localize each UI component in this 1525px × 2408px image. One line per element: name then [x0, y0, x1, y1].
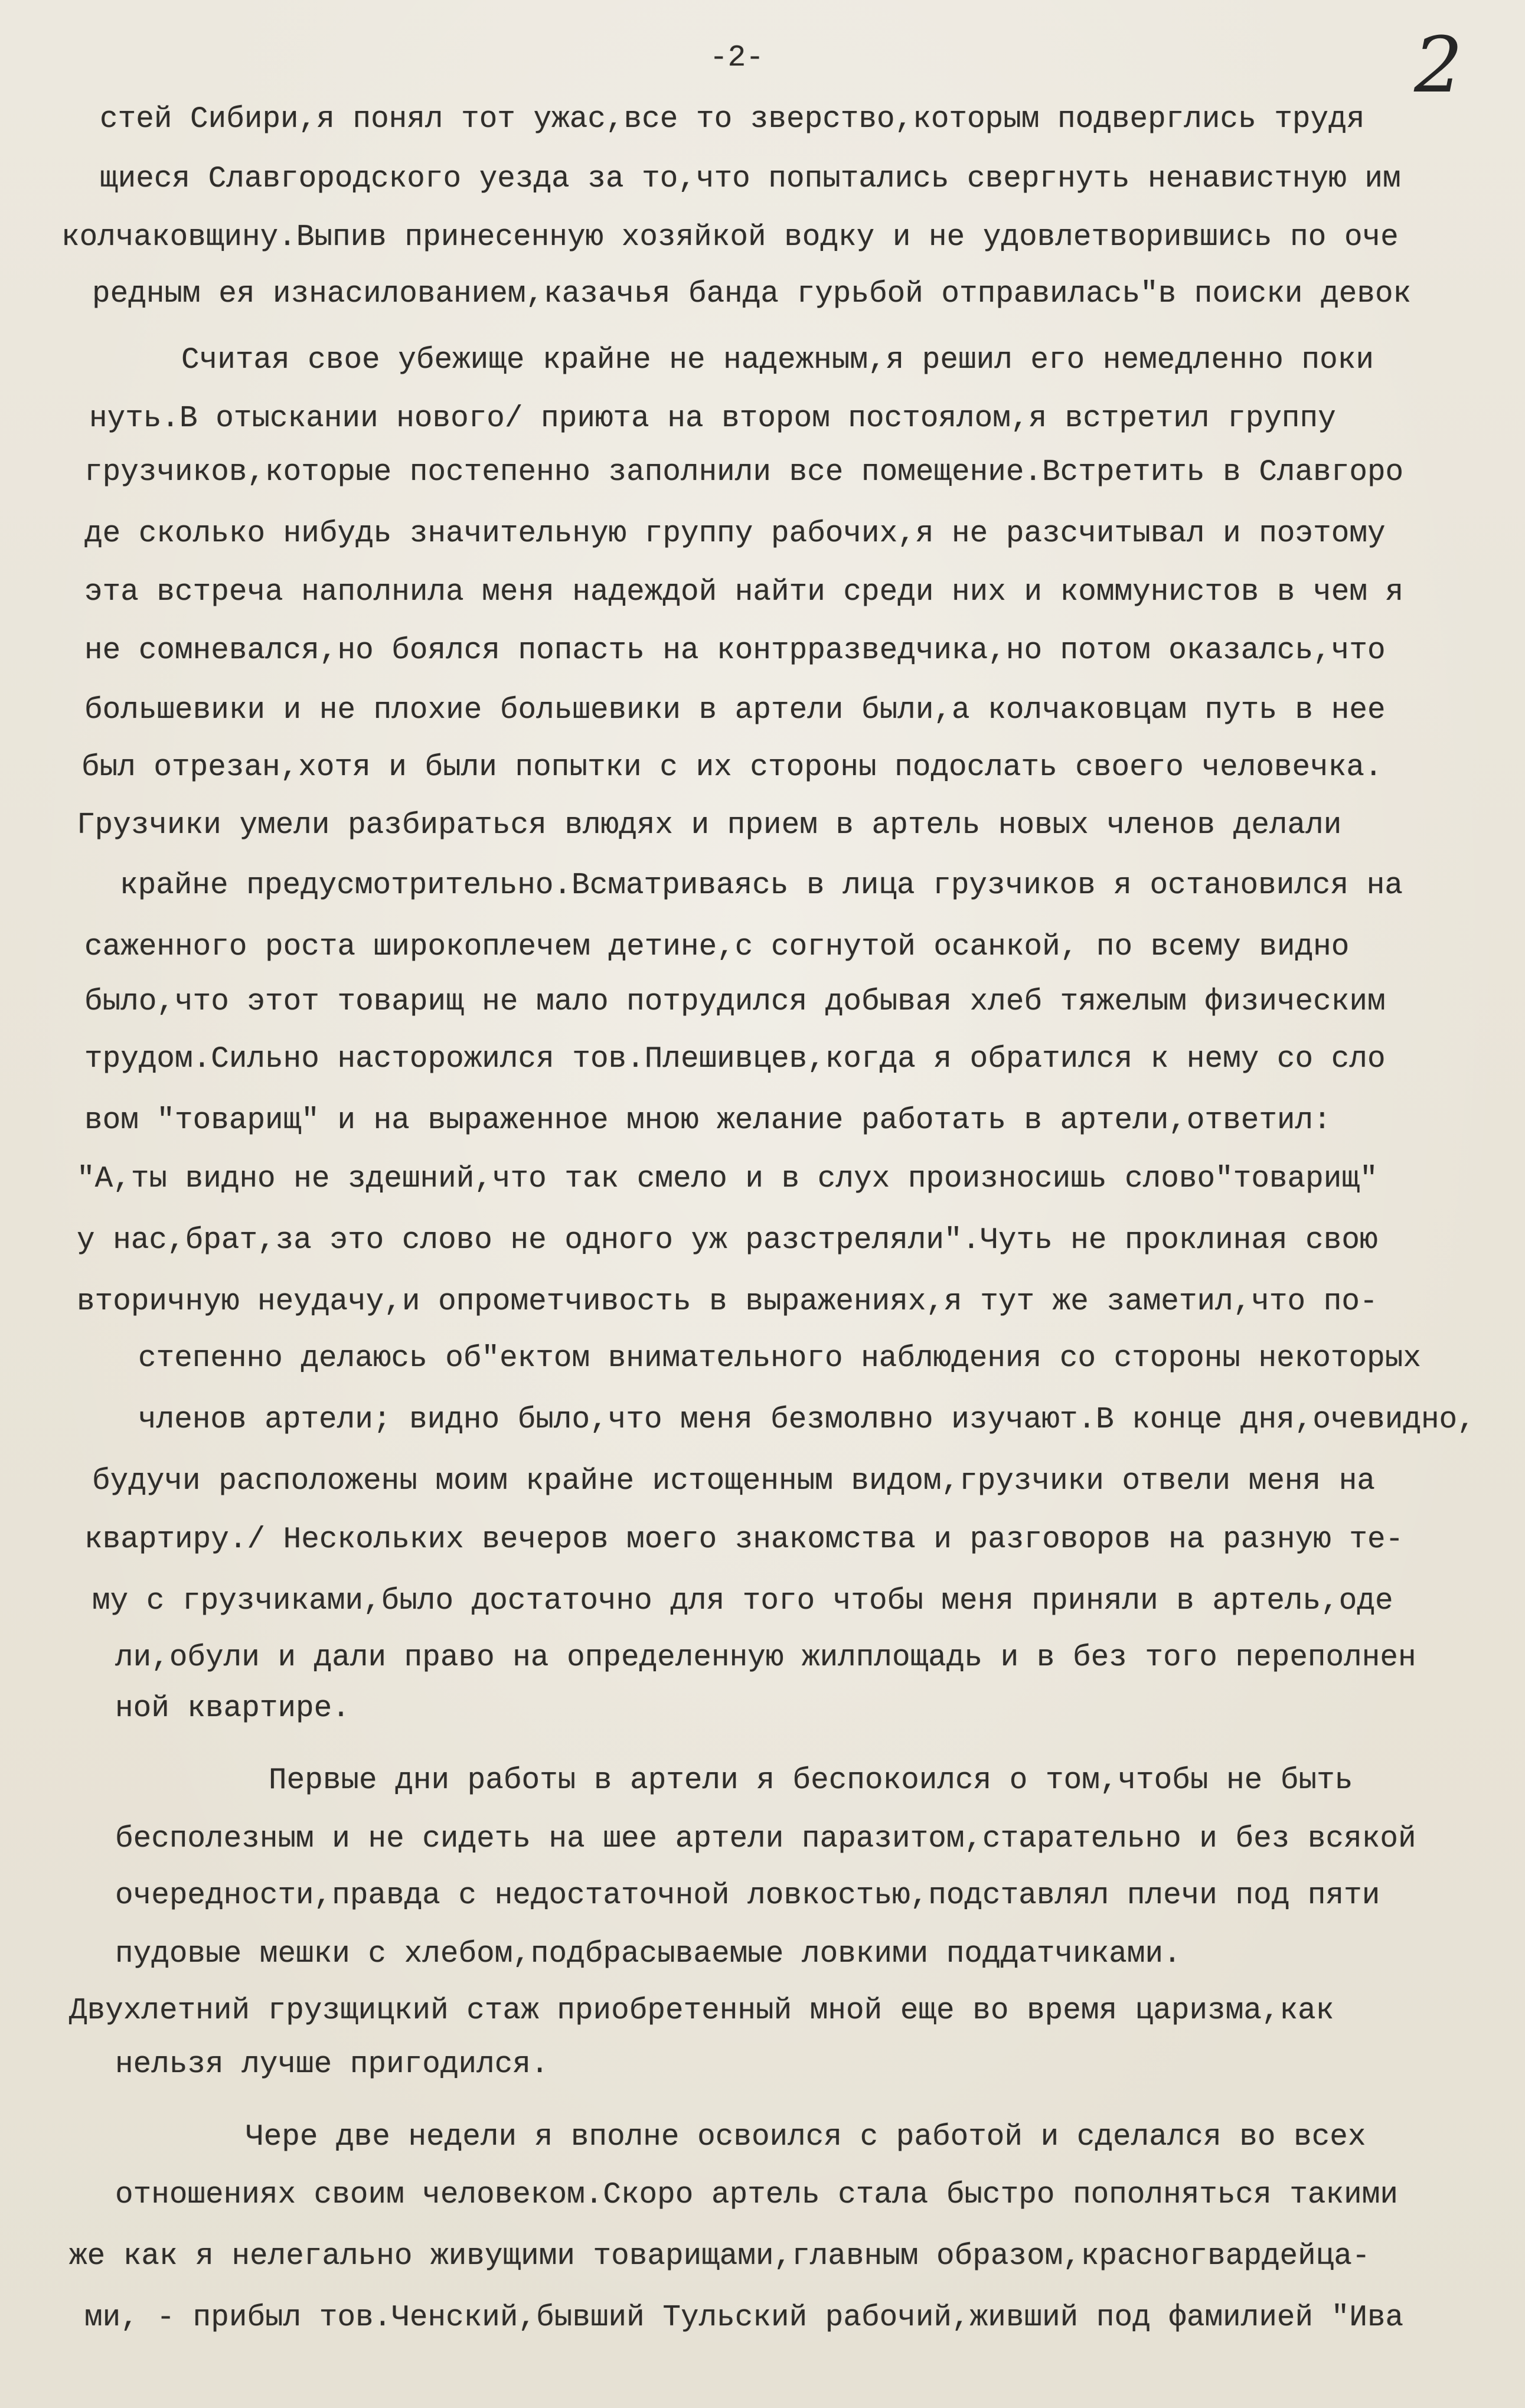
text-line: колчаковщину.Выпив принесенную хозяйкой водку и не удовлетворившись по оче — [61, 221, 1399, 254]
text-line: щиеся Славгородского уезда за то,что попытались свергнуть ненавистную им — [100, 162, 1401, 196]
text-line: саженного роста широкоплечем детине,с согнутой осанкой, по всему видно — [84, 930, 1350, 964]
text-line: членов артели; видно было,что меня безмолвно изучают.В конце дня,очевидно, — [138, 1403, 1475, 1437]
text-line: трудом.Сильно насторожился тов.Плешивцев,когда я обратился к нему со сло — [84, 1043, 1386, 1076]
paragraph-first-line: Первые дни работы в артели я беспокоился о том,чтобы не быть — [269, 1764, 1353, 1798]
text-line: ной квартире. — [115, 1692, 350, 1726]
text-line: у нас,брат,за это слово не одного уж разстреляли".Чуть не проклиная свою — [77, 1224, 1378, 1257]
paragraph-first-line: Считая свое убежище крайне не надежным,я решил его немедленно поки — [181, 344, 1374, 377]
text-line: крайне предусмотрительно.Всматриваясь в лица грузчиков я остановился на — [120, 869, 1403, 903]
text-line: же как я нелегально живущими товарищами,главным образом,красногвардейца- — [69, 2240, 1370, 2273]
text-line: нельзя лучше пригодился. — [115, 2048, 549, 2082]
text-line: му с грузчиками,было достаточно для того чтобы меня приняли в артель,оде — [92, 1584, 1393, 1618]
text-line: вом "товарищ" и на выраженное мною желание работать в артели,ответил: — [84, 1104, 1331, 1138]
text-line: отношениях своим человеком.Скоро артель стала быстро пополняться такими — [115, 2178, 1398, 2212]
handwritten-page-number: 2 — [1414, 20, 1463, 110]
paragraph-first-line: Чере две недели я вполне освоился с работой и сделался во всех — [246, 2121, 1366, 2154]
text-line: бесполезным и не сидеть на шее артели паразитом,старательно и без всякой — [115, 1822, 1416, 1856]
text-line: ли,обули и дали право на определенную жилплощадь и в без того переполнен — [115, 1641, 1416, 1675]
text-line: редным ея изнасилованием,казачья банда гурьбой отправилась"в поиски девок — [92, 277, 1412, 311]
text-line: грузчиков,которые постепенно заполнили все помещение.Встретить в Славгоро — [84, 456, 1404, 489]
text-line: большевики и не плохие большевики в артели были,а колчаковцам путь в нее — [84, 694, 1386, 727]
text-line: был отрезан,хотя и были попытки с их стороны подослать своего человечка. — [81, 751, 1383, 785]
text-line: эта встреча наполнила меня надеждой найти среди них и коммунистов в чем я — [84, 576, 1404, 609]
text-line: де сколько нибудь значительную группу рабочих,я не разсчитывал и поэтому — [84, 517, 1386, 551]
text-line: не сомневался,но боялся попасть на контрразведчика,но потом оказалсь,что — [84, 634, 1386, 668]
text-line: Двухлетний грузщицкий стаж приобретенный мной еще во время царизма,как — [69, 1994, 1334, 2028]
page-header-number: -2- — [710, 41, 764, 75]
text-line: вторичную неудачу,и опрометчивость в выражениях,я тут же заметил,что по- — [77, 1285, 1378, 1319]
text-line: пудовые мешки с хлебом,подбрасываемые ловкими поддатчиками. — [115, 1937, 1181, 1971]
text-line: нуть.В отыскании нового/ приюта на втором постоялом,я встретил группу — [89, 402, 1336, 436]
text-line: стей Сибири,я понял тот ужас,все то зверство,которым подверглись трудя — [100, 103, 1365, 136]
text-line: Грузчики умели разбираться влюдях и прием в артель новых членов делали — [77, 809, 1342, 842]
text-line: ми, - прибыл тов.Ченский,бывший Тульский рабочий,живший под фамилией "Ива — [84, 2301, 1404, 2335]
text-line: квартиру./ Нескольких вечеров моего знакомства и разговоров на разную те- — [84, 1523, 1404, 1557]
text-line: "А,ты видно не здешний,что так смело и в слух произносишь слово"товарищ" — [77, 1162, 1378, 1196]
text-line: степенно делаюсь об"ектом внимательного наблюдения со стороны некоторых — [138, 1342, 1421, 1375]
text-line: будучи расположены моим крайне истощенным видом,грузчики отвели меня на — [92, 1465, 1375, 1498]
text-line: было,что этот товарищ не мало потрудился добывая хлеб тяжелым физическим — [84, 985, 1386, 1019]
text-line: очередности,правда с недостаточной ловкостью,подставлял плечи под пяти — [115, 1879, 1380, 1913]
